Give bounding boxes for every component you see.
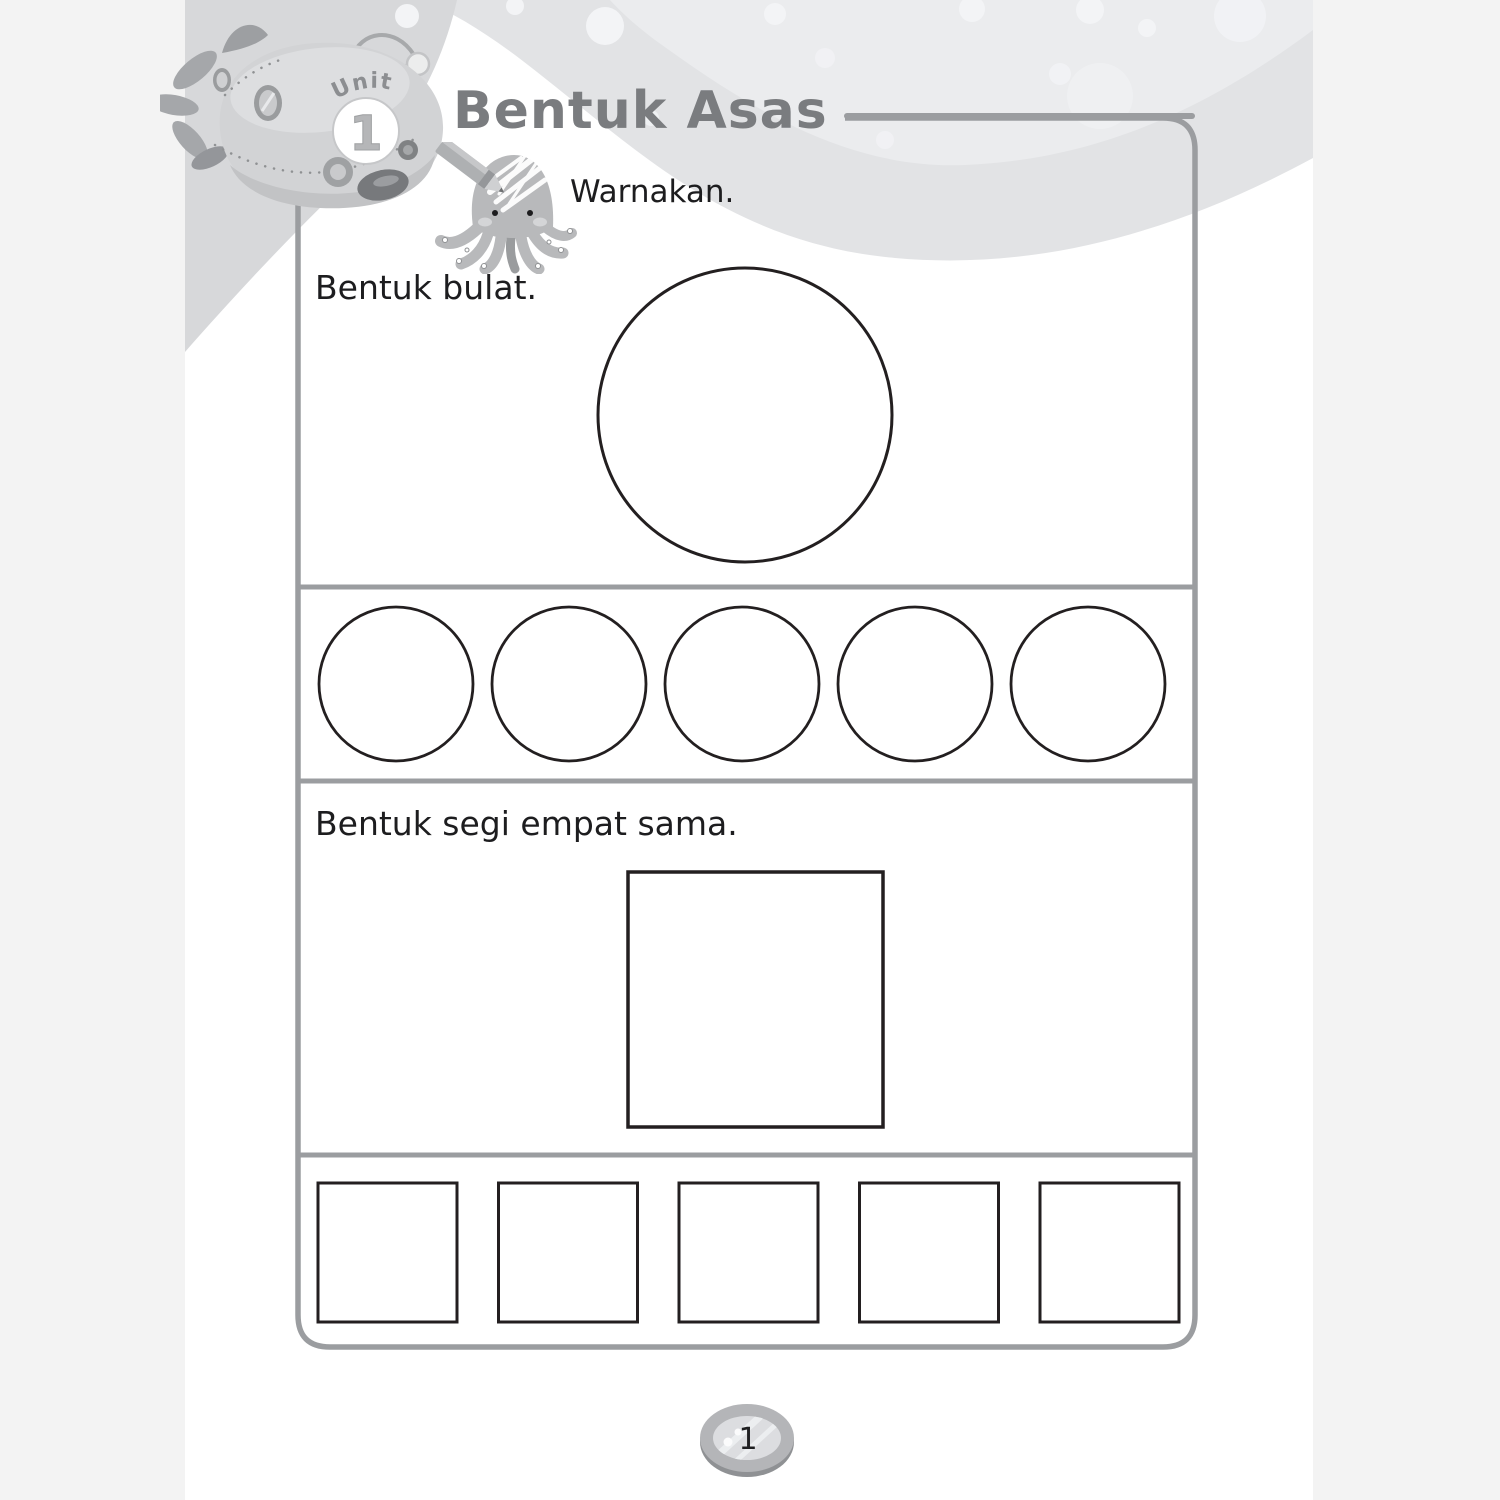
top-fin bbox=[222, 25, 268, 53]
practice-circle bbox=[838, 607, 992, 761]
page-number: 1 bbox=[738, 1422, 758, 1457]
title-rule bbox=[844, 113, 1195, 119]
practice-circle bbox=[1011, 607, 1165, 761]
example-circle bbox=[598, 268, 892, 562]
header bbox=[453, 81, 1195, 141]
octopus-cheek-right bbox=[533, 218, 547, 227]
practice-square bbox=[860, 1183, 999, 1322]
center-tentacle bbox=[510, 238, 515, 269]
unit-number: 1 bbox=[349, 106, 383, 162]
example-square bbox=[628, 872, 883, 1127]
octopus-cheek-left bbox=[478, 218, 492, 227]
practice-square bbox=[499, 1183, 638, 1322]
practice-squares-row bbox=[318, 1183, 1179, 1322]
practice-square bbox=[679, 1183, 818, 1322]
wheel-hub bbox=[330, 164, 346, 180]
octopus-eye-left bbox=[492, 210, 498, 216]
practice-circle bbox=[492, 607, 646, 761]
porthole-small-glass bbox=[217, 72, 228, 88]
practice-circles-row bbox=[319, 607, 1165, 761]
practice-circle bbox=[665, 607, 819, 761]
octopus-illustration bbox=[433, 142, 578, 274]
section-label-circle: Bentuk bulat. bbox=[315, 268, 537, 307]
workbook-page bbox=[185, 0, 1313, 1500]
octopus-eye-right bbox=[527, 210, 533, 216]
page-number-badge bbox=[691, 1398, 803, 1482]
wheel-small-hub bbox=[403, 145, 413, 155]
worksheet-panel bbox=[185, 0, 1313, 1500]
section-label-square: Bentuk segi empat sama. bbox=[315, 804, 738, 843]
unit-label: Unit bbox=[327, 68, 395, 105]
practice-square bbox=[318, 1183, 457, 1322]
practice-square bbox=[1040, 1183, 1179, 1322]
badge-bubble-1 bbox=[724, 1438, 733, 1447]
instruction-text: Warnakan. bbox=[570, 174, 735, 210]
page-title: Bentuk Asas bbox=[453, 81, 828, 141]
practice-circle bbox=[319, 607, 473, 761]
unit-rocket-illustration bbox=[160, 15, 460, 215]
